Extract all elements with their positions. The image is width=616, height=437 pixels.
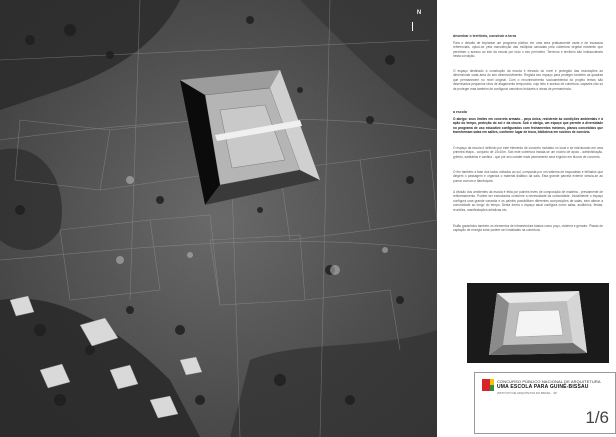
description-panel (437, 0, 616, 437)
north-arrow-label: N (416, 10, 422, 16)
model-photo-thumbnail (467, 283, 609, 363)
school-heading: a escola (453, 110, 467, 114)
north-arrow (412, 10, 426, 34)
school-paragraph-4: Estão garantidos também os elementos de infraestrutura básica como poço, cisterna e gerador. Placas de captação de energia solar podem ser instaladas na cobertura. (453, 224, 603, 233)
school-lead-paragraph: O abrigo: seus limites em concreto armado - peça única, resistente às condições ambientais e à ação do tempo, proteção do sol e da chuva. Sob o abrigo, um espaço que permite a diversidade no programa de uso educativo configurados com fechamentos mínimos, planos concebidos que transformam salas em salões, conforme lugar de troca, biblioteca em núcleos de convívio. (453, 117, 603, 135)
competition-name: CONCURSO PÚBLICO NACIONAL DE ARQUITETURA (497, 379, 601, 384)
title-block (474, 372, 616, 434)
organizer-name: INSTITUTO DE ARQUITETOS DO BRASIL · SP (497, 391, 557, 395)
school-paragraph-2: O fim também a fase dos lados voltados ao sul, composta por um sistema de esquadrias e telhados que dirigem o passagem e organiza o material didático da sala. Esta grande parcela exterior simula-se ao pomar comum e flamboyant. (453, 170, 603, 183)
north-arrow-line (412, 22, 413, 31)
sheet-number: 1/6 (585, 408, 609, 427)
project-title: UMA ESCOLA PARA GUINÉ-BISSAU (497, 384, 589, 390)
model-photo-graphic (467, 283, 609, 363)
competition-logo (482, 379, 494, 391)
school-paragraph-3: A divisão dos ambientes da escola é feita por painéis leves de composição de madeira - previamente de reflorestamento. Podem ser executados conforme a necessidade da comunidade. Inicialmente o espaço configura uma grande varanda e os painéis possibilitam diferentes composições de salas, sem alterar a comunidade ao longo do tempo. Desta forma o espaço atual configura como salas, auditórios, festas, reuniões, manifestações artísticas etc. (453, 190, 603, 212)
logo-red-block (482, 379, 490, 391)
description-paragraph-2: O espaço destinado à construção da escola é elevado do nível e protegido das inundações ao dimensionar cada área do seu desenvolvimento. Regista seu espaço para proteger também as quadras que permanecem no nível original. Com o reconhecimento socioambiental do projeto temos são desenhados pequenos véus de alagamento temporário, cujo leito e acesso de cobertura, capazes não só de proteger mas também de configurar caminhos frutáveis e áreas de permanência. (453, 69, 603, 91)
school-paragraph-1: O espaço da escola é definido por este elemento de concreto moldado no local e se estruturado em uma primeira etapa - conjunto de 10x10m. Sob este cobertura instala-se um núcleo de apoio - administração, grêmio, sanitários e cantina - que por seu caráter mais permanente será erguido em blocos de concreto. (453, 146, 603, 159)
logo-green-block (490, 385, 494, 391)
description-paragraph-1: Para o desafio de implantar um programa público em uma área praticamente vazia e de escassos referenciais, optou-se pela manutenção das múltiplas camadas pela cobertura vegetal existente que permitam o acesso ao lote da escola por todo o seu perímetro. Terrenos e território são indissociáveis nesta condição. (453, 41, 603, 59)
description-heading: desenhar o território, construir a terra (453, 34, 517, 38)
